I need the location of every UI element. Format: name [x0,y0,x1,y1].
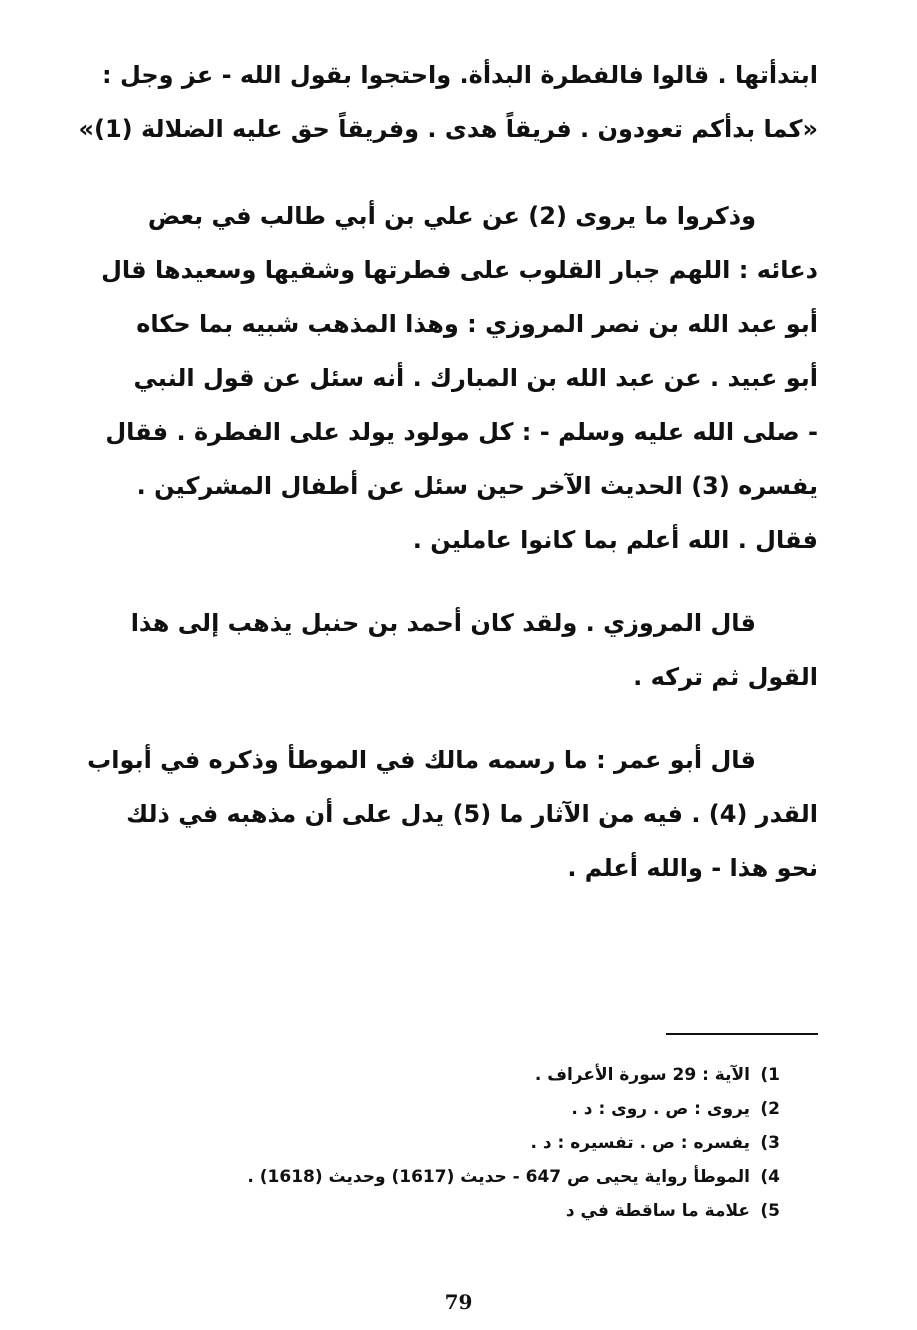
footnote-text: الآية : 29 سورة الأعراف . [534,1065,750,1085]
main-text [78,48,818,895]
paragraph-4 [87,733,818,895]
text-line: وذكروا ما يروى (2) عن علي بن أبي طالب في بعض [147,202,756,230]
text-line: أبو عبد الله بن نصر المروزي : وهذا المذهب شبيه بما حكاه [136,310,818,338]
text-line: نحو هذا - والله أعلم . [567,854,818,882]
footnote-text: الموطأ رواية يحيى ص 647 - حديث (1617) وحديث (1618) . [247,1167,750,1187]
footnote [160,1160,780,1194]
text-line: «كما بدأكم تعودون . فريقاً هدى . وفريقاً حق عليه الضلالة (1)» [78,115,818,143]
text-line: - صلى الله عليه وسلم - : كل مولود يولد على الفطرة . فقال [105,418,818,446]
footnote-number: 5) [760,1201,780,1221]
footnote-number: 4) [760,1167,780,1187]
footnote-number: 3) [760,1133,780,1153]
text-line: أبو عبيد . عن عبد الله بن المبارك . أنه سئل عن قول النبي [133,364,818,392]
text-line: قال أبو عمر : ما رسمه مالك في الموطأ وذكره في أبواب [87,746,756,774]
footnote-number: 1) [760,1065,780,1085]
footnote-text: يروى : ص . روى : د . [571,1099,750,1119]
footnote-text: يفسره : ص . تفسيره : د . [530,1133,750,1153]
page-number: 79 [444,1290,473,1314]
footnote [160,1126,780,1160]
text-line: القدر (4) . فيه من الآثار ما (5) يدل على أن مذهبه في ذلك [126,800,818,828]
text-line: يفسره (3) الحديث الآخر حين سئل عن أطفال المشركين . [136,472,818,500]
footnotes [160,1058,780,1228]
footnote-number: 2) [760,1099,780,1119]
paragraph-2 [101,189,818,567]
footnote [160,1092,780,1126]
footnote [160,1058,780,1092]
text-line: القول ثم تركه . [633,663,818,691]
footnote-text: علامة ما ساقطة في د [565,1201,750,1221]
footnote-divider [666,1033,818,1035]
text-line: ابتدأتها . قالوا فالفطرة البدأة. واحتجوا بقول الله - عز وجل : [101,61,818,89]
paragraph-3 [130,596,818,704]
text-line: قال المروزي . ولقد كان أحمد بن حنبل يذهب إلى هذا [130,609,756,637]
text-line: دعائه : اللهم جبار القلوب على فطرتها وشقيها وسعيدها قال [101,256,818,284]
paragraph-1 [78,48,818,156]
text-line: فقال . الله أعلم بما كانوا عاملين . [412,526,818,554]
footnote [160,1194,780,1228]
